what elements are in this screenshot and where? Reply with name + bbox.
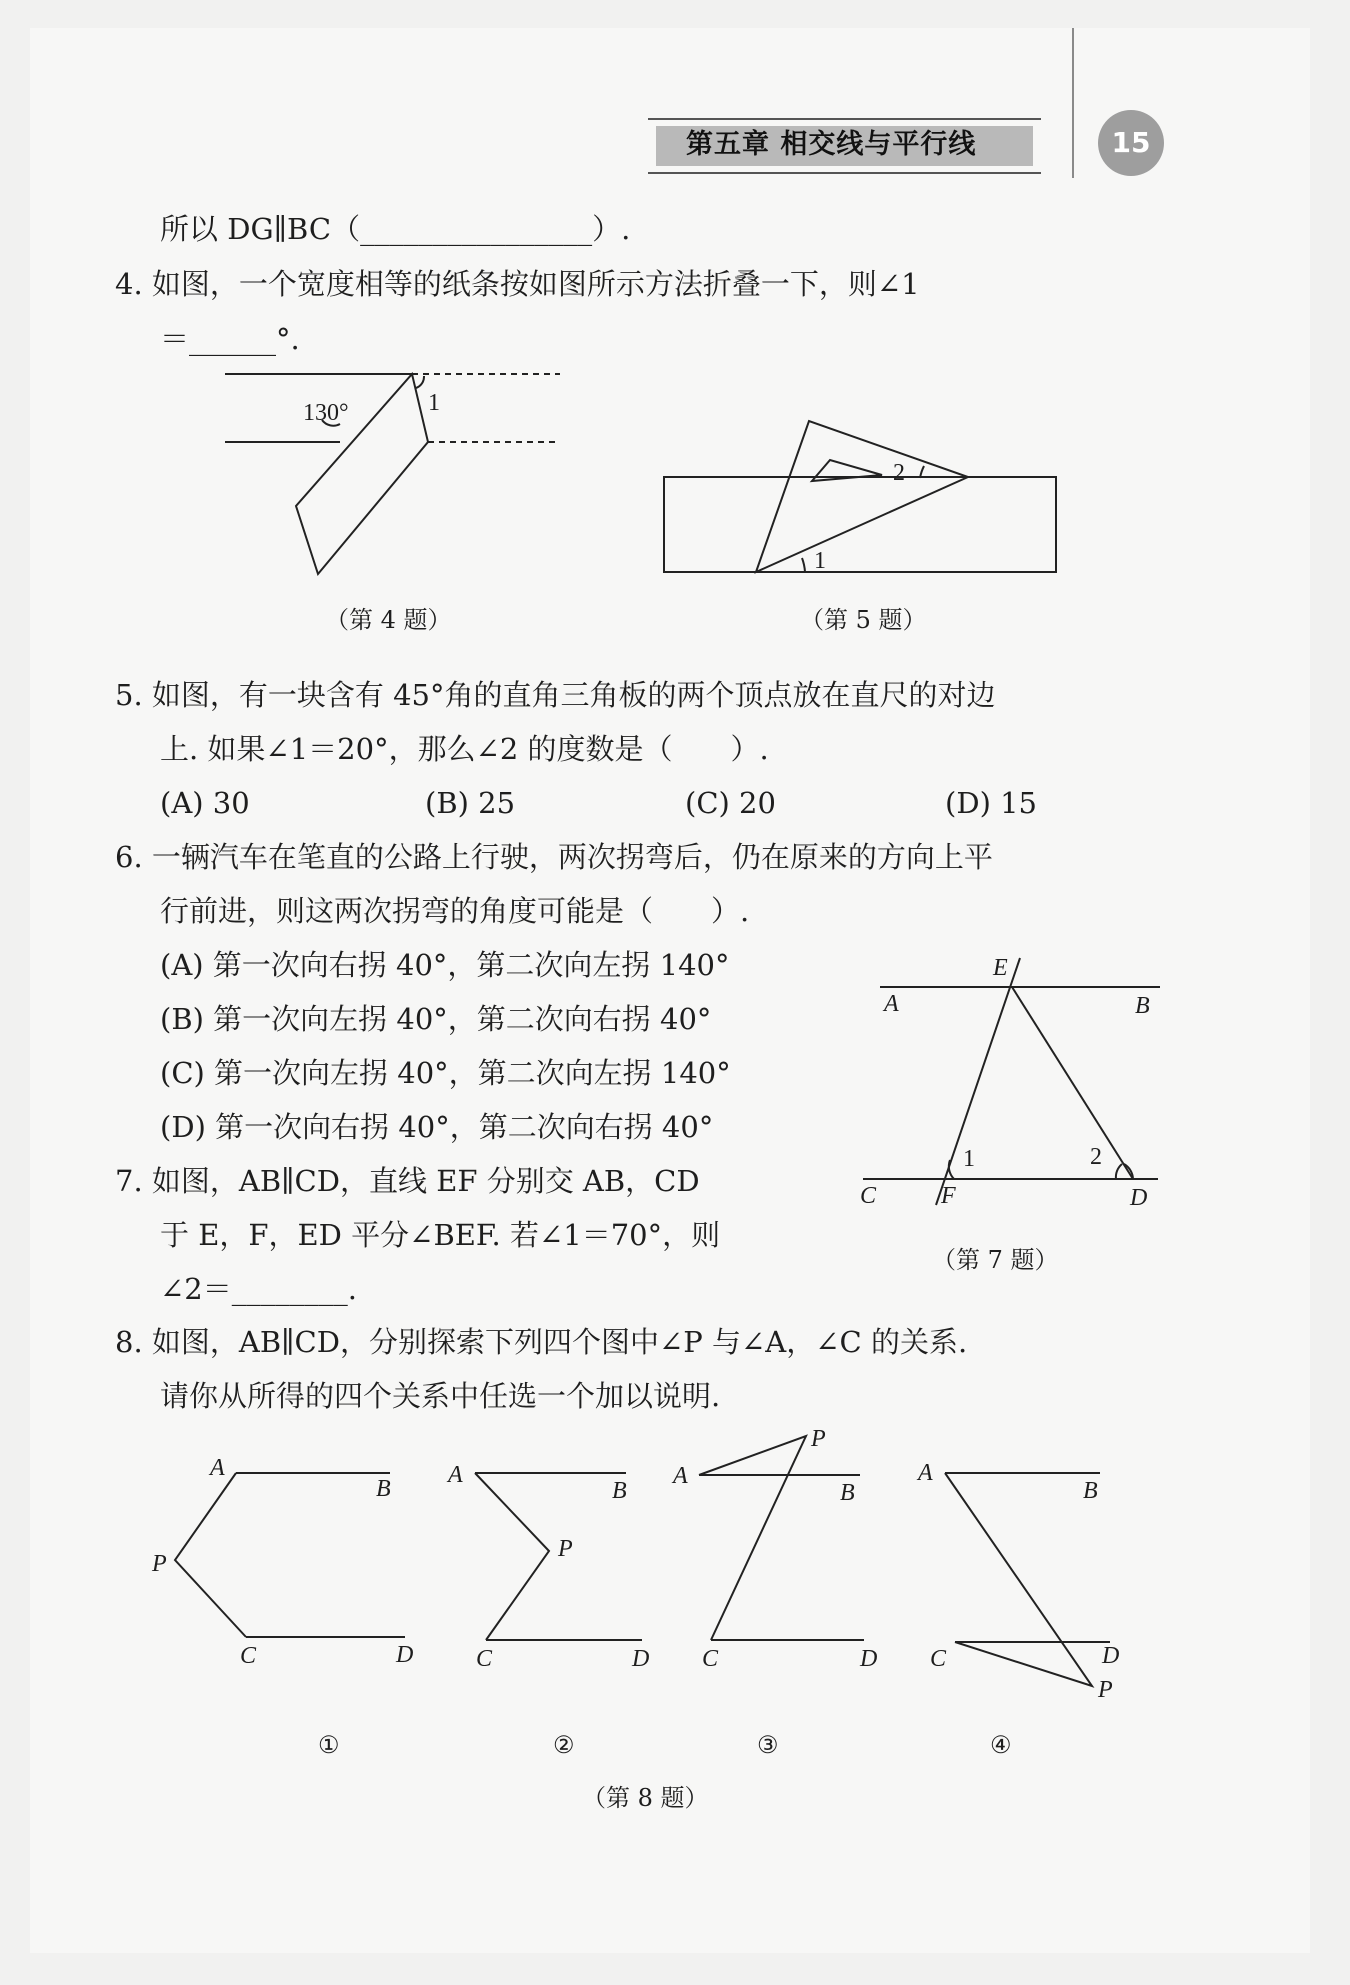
point-B-label: B	[376, 1476, 391, 1502]
figure-q7	[863, 958, 1160, 1205]
point-P-label: P	[152, 1551, 167, 1577]
subfigure-3-label: ③	[757, 1733, 779, 1759]
angle-2-label: 2	[893, 460, 905, 486]
point-D-label: D	[860, 1646, 878, 1672]
chapter-title: 第五章 相交线与平行线	[656, 126, 1033, 166]
question-8: 8. 如图，AB∥CD，分别探索下列四个图中∠P 与∠A，∠C 的关系.	[115, 1325, 968, 1359]
text-line: ＝______°.	[160, 322, 300, 356]
point-C-label: C	[702, 1646, 719, 1672]
text-line: 上. 如果∠1＝20°，那么∠2 的度数是（ ）.	[160, 732, 769, 766]
point-A-label: A	[673, 1463, 688, 1489]
caption-q4: （第 4 题）	[325, 606, 452, 634]
angle-1-label: 1	[428, 390, 440, 416]
page-number-badge: 15	[1098, 110, 1164, 176]
text-line: 行前进，则这两次拐弯的角度可能是（ ）.	[160, 894, 750, 928]
caption-q7: （第 7 题）	[932, 1246, 1059, 1274]
subfigure-2-label: ②	[553, 1733, 575, 1759]
point-C-label: C	[860, 1183, 877, 1209]
angle-2-label: 2	[1090, 1144, 1102, 1170]
choice-a: (A) 第一次向右拐 40°，第二次向左拐 140°	[160, 948, 730, 982]
point-D-label: D	[632, 1646, 650, 1672]
point-D-label: D	[1130, 1185, 1148, 1211]
point-A-label: A	[210, 1455, 225, 1481]
text-line: ∠2＝________.	[160, 1272, 357, 1306]
text-line: 所以 DG∥BC（________________）.	[160, 212, 631, 246]
point-C-label: C	[930, 1646, 947, 1672]
caption-q5: （第 5 题）	[800, 606, 927, 634]
angle-1-label: 1	[814, 548, 826, 574]
figure-q8-3	[699, 1436, 864, 1640]
choice-b: (B) 25	[425, 786, 516, 820]
point-A-label: A	[918, 1460, 933, 1486]
figure-q8-1	[175, 1473, 405, 1637]
point-D-label: D	[1102, 1643, 1120, 1669]
text-line: 请你从所得的四个关系中任选一个加以说明.	[160, 1379, 721, 1413]
text-line: 于 E，F，ED 平分∠BEF. 若∠1＝70°，则	[160, 1218, 721, 1252]
question-6: 6. 一辆汽车在笔直的公路上行驶，两次拐弯后，仍在原来的方向上平	[115, 840, 993, 874]
point-A-label: A	[448, 1462, 463, 1488]
angle-130-label: 130°	[303, 400, 349, 426]
point-C-label: C	[476, 1646, 493, 1672]
point-A-label: A	[884, 991, 899, 1017]
choice-d: (D) 15	[945, 786, 1037, 820]
point-D-label: D	[396, 1642, 414, 1668]
point-C-label: C	[240, 1643, 257, 1669]
point-B-label: B	[840, 1480, 855, 1506]
point-B-label: B	[612, 1478, 627, 1504]
choice-c: (C) 第一次向左拐 40°，第二次向左拐 140°	[160, 1056, 731, 1090]
question-5: 5. 如图，有一块含有 45°角的直角三角板的两个顶点放在直尺的对边	[115, 678, 996, 712]
choice-d: (D) 第一次向右拐 40°，第二次向右拐 40°	[160, 1110, 714, 1144]
figure-q8-4	[945, 1473, 1110, 1686]
question-7: 7. 如图，AB∥CD，直线 EF 分别交 AB，CD	[115, 1164, 700, 1198]
figure-q4	[225, 374, 560, 574]
point-B-label: B	[1083, 1478, 1098, 1504]
point-P-label: P	[558, 1536, 573, 1562]
point-B-label: B	[1135, 993, 1150, 1019]
choice-b: (B) 第一次向左拐 40°，第二次向右拐 40°	[160, 1002, 712, 1036]
choice-c: (C) 20	[685, 786, 776, 820]
figure-q5	[664, 421, 1056, 572]
subfigure-1-label: ①	[318, 1733, 340, 1759]
caption-q8: （第 8 题）	[582, 1784, 709, 1812]
point-P-label: P	[811, 1426, 826, 1452]
point-F-label: F	[941, 1183, 956, 1209]
angle-1-label: 1	[963, 1146, 975, 1172]
point-P-label: P	[1098, 1677, 1113, 1703]
question-4: 4. 如图，一个宽度相等的纸条按如图所示方法折叠一下，则∠1	[115, 267, 920, 301]
subfigure-4-label: ④	[990, 1733, 1012, 1759]
choice-a: (A) 30	[160, 786, 250, 820]
point-E-label: E	[993, 955, 1008, 981]
